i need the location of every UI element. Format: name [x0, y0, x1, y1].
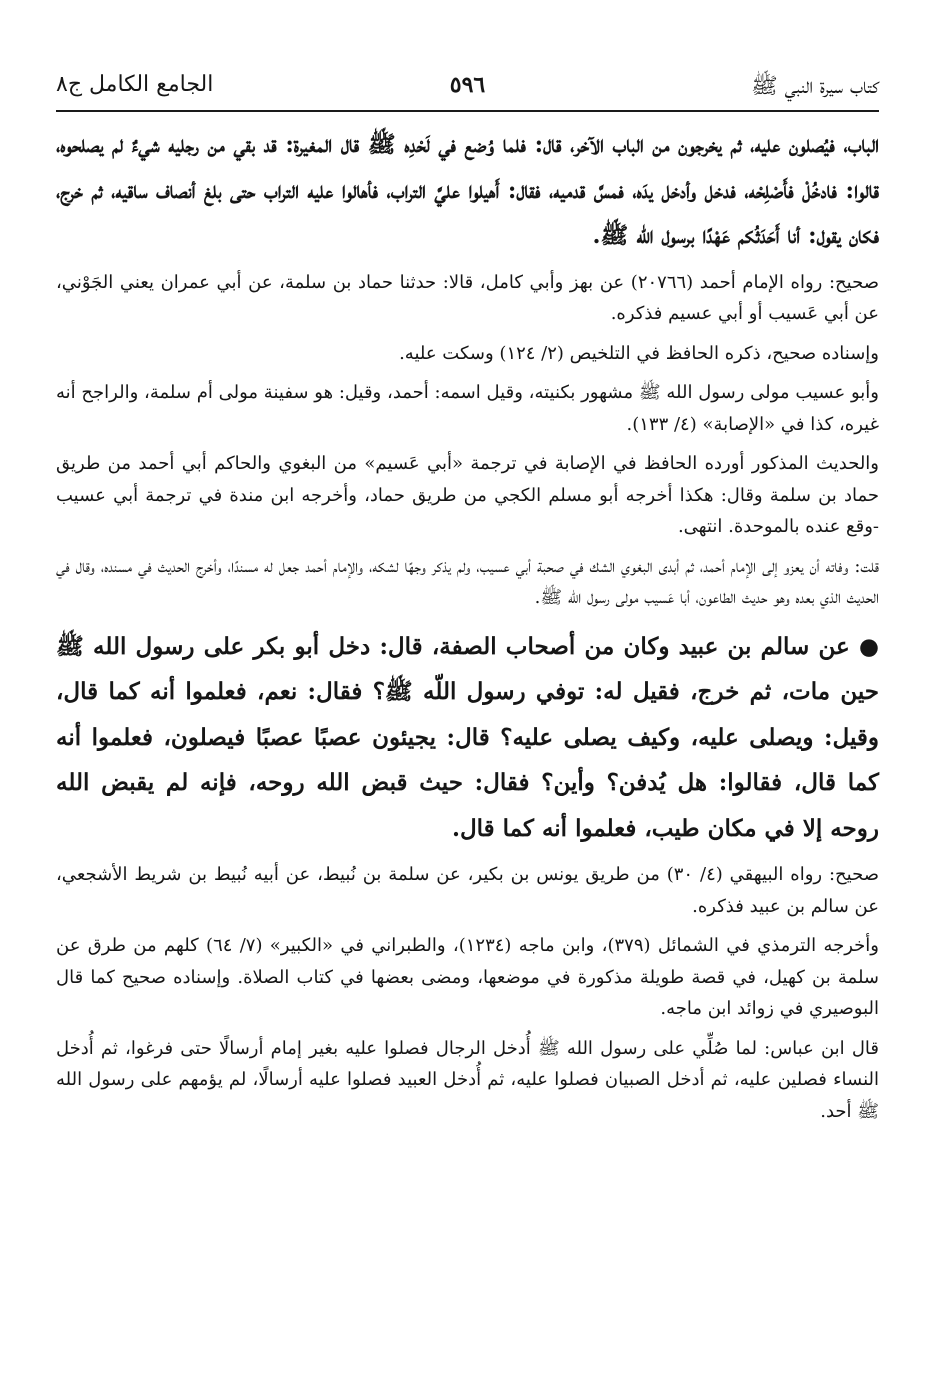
commentary-paragraph: وأخرجه الترمذي في الشمائل (٣٧٩)، وابن ماجه (١٢٣٤)، والطبراني في «الكبير» (٧/ ٦٤) كلهم من طرق عن سلمة بن كهيل، في قصة طويلة مذكورة في موضعها، ومضى بعضها في كتاب الصلاة. وإسناده صحيح كما قال البوصيري في زوائد ابن ماجه.: [56, 935, 880, 1019]
commentary-paragraph: صحيح: رواه الإمام أحمد (٢٠٧٦٦) عن بهز وأبي كامل، قالا: حدثنا حماد بن سلمة، عن أبي عمران يعني الجَوْني، عن أبي عَسيب أو أبي عسيم فذكره.: [56, 271, 879, 324]
commentary-paragraph: قلت: وفاته أن يعزو إلى الإمام أحمد، ثم أبدى البغوي الشك في صحبة أبي عسيب، ولم يذكر وجهًا لشكه، والإمام أحمد جعل له مسندًا، وأخرج الحديث في مسنده، وقال في الحديث الذي بعده وهو حديث الطاعون، أبا عَسيب مولى رسول الله ﷺ.: [56, 555, 879, 608]
book-title: كتاب سيرة النبي ﷺ: [751, 74, 879, 99]
hadith-text: الباب، فيُصلون عليه، ثم يخرجون من الباب الآخر، قال: فلما وُضع في لَحْدِه ﷺ قال المغيرة: قد بقي من رجليه شيءٌ لم يصلحوه، قالوا: فادخُلْ فأَصْلِحْه، فدخل وأدخل يدَه، فمسَّ قدميه، فقال: أَهيلوا عليَّ التراب، فأهالوا عليه التراب حتى بلغ أنصاف ساقيه، ثم خرج، فكان يقول: أنا أَحَدَثُكم عَهْدًا برسول الله ﷺ.: [56, 131, 879, 249]
running-header: [56, 62, 879, 112]
commentary-paragraph: وأبو عسيب مولى رسول الله ﷺ مشهور بكنيته، وقيل اسمه: أحمد، وقيل: هو سفينة مولى أم سلمة، والراجح أنه غيره، كذا في «الإصابة» (٤/ ١٣٣).: [56, 382, 879, 435]
commentary-paragraph: صحيح: رواه البيهقي (٤/ ٣٠) من طريق يونس بن بكير، عن سلمة بن نُبيط، عن أبيه نُبيط بن شريط الأشجعي، عن سالم بن عبيد فذكره.: [56, 864, 879, 917]
hadith-text: ● عن سالم بن عبيد وكان من أصحاب الصفة، قال: دخل أبو بكر على رسول الله ﷺ حين مات، ثم خرج، فقيل له: توفي رسول اللّه ﷺ؟ فقال: نعم، فعلموا أنه كما قال، وقيل: ويصلى عليه، وكيف يصلى عليه؟ قال: يجيئون عصبًا عصبًا فيصلون، فعلموا أنه كما قال، فقالوا: هل يُدفن؟ وأين؟ فقال: حيث قبض الله روحه، فإنه لم يقبض الله روحه إلا في مكان طيب، فعلموا أنه كما قال.: [56, 632, 879, 842]
page-number: ٥٩٦: [449, 72, 486, 98]
commentary-paragraph: قال ابن عباس: لما صُلِّي على رسول الله ﷺ أُدخل الرجال فصلوا عليه بغير إمام أرسالًا حتى فرغوا، ثم أُدخل النساء فصلين عليه، ثم أدخل الصبيان فصلوا عليه، ثم أُدخل العبيد فصلوا عليه أرسالًا، لم يؤمهم على رسول الله ﷺ أحد.: [56, 1037, 879, 1122]
commentary-paragraph: وإسناده صحيح، ذكره الحافظ في التلخيص (٢/ ١٢٤) وسكت عليه.: [399, 342, 879, 364]
commentary-paragraph: والحديث المذكور أورده الحافظ في الإصابة في ترجمة «أبي عَسيم» من البغوي والحاكم أبي أحمد من طريق حماد بن سلمة وقال: هكذا أخرجه أبو مسلم الكجي من طريق حماد، وأخرجه ابن مندة في ترجمة أبي عسيب -وقع عنده بالموحدة. انتهى.: [56, 453, 880, 537]
collection-title: الجامع الكامل ج٨: [56, 72, 214, 97]
page-body: [56, 122, 879, 1127]
